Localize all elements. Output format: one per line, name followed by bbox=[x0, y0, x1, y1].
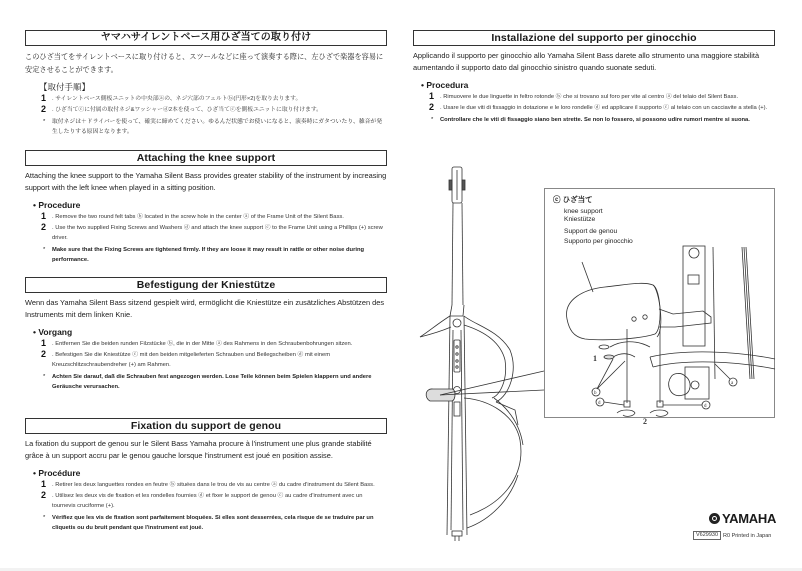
print-location: R0 Printed in Japan bbox=[723, 532, 772, 539]
callout-d-label: d bbox=[598, 401, 601, 406]
section-title-german: Befestigung der Kniestütze bbox=[25, 277, 387, 293]
step-text: . Remove the two round felt tabs ⓑ located in the screw hole in the center ⓐ of the Frame Unit of the Silent Bass. bbox=[52, 214, 344, 220]
step-text: . Retirer les deux languettes rondes en feutre ⓑ situées dans le trou de vis au centre ⓐ du cadre d'instrument du Silent Bass. bbox=[52, 482, 375, 488]
section-title-italian: Installazione del supporto per ginocchio bbox=[413, 30, 775, 46]
section-title-french: Fixation du support de genou bbox=[25, 418, 387, 434]
intro-english: Attaching the knee support to the Yamaha Silent Bass provides greater stability of the instrument by increasing support with the left knee when played in a sitting position. bbox=[25, 171, 387, 192]
intro-japanese: このひざ当てをサイレントベースに取り付けると、スツールなどに座って演奏する際に、左ひざで楽器を容易に安定させることができます。 bbox=[25, 52, 384, 74]
callout-b-label: b bbox=[594, 391, 597, 396]
asterisk-icon: * bbox=[43, 247, 46, 253]
note-text: Vérifiez que les vis de fixation sont parfaitement bloquées. Si elles sont desserrées, cela risque de se traduire par un cliquetis ou du bruit pendant que l'instrument est joué. bbox=[52, 515, 374, 531]
intro-german: Wenn das Yamaha Silent Bass sitzend gespielt wird, ermöglicht die Kniestütze ein zusätzliches Abstützen des Instruments mit dem linken Knie. bbox=[25, 298, 385, 319]
print-info bbox=[693, 531, 771, 540]
asterisk-icon: * bbox=[43, 119, 46, 125]
callout-a-label: a bbox=[731, 381, 734, 386]
procedure-title-french: • Procédure bbox=[33, 468, 81, 478]
step-number: 2 bbox=[41, 349, 47, 359]
detail-diagram-box bbox=[544, 188, 775, 426]
step-text: . Befestigen Sie die Kniestütze ⓒ mit den beiden mitgelieferten Schrauben und Beilegscheiben ⓓ mit einem Kreuzschlitzschraubendreher (+) am Rahmen. bbox=[52, 352, 331, 368]
step-marker-1: 1 bbox=[593, 354, 597, 363]
intro-italian: Applicando il supporto per ginocchio allo Yamaha Silent Bass darete allo strumento una maggiore stabilità aumentando il supporto dato dal ginocchio sinistro quando suonate seduti. bbox=[413, 51, 760, 72]
step-number: 2 bbox=[41, 222, 47, 232]
step-text: . Usare le due viti di fissaggio in dotazione e le loro rondelle ⓓ ed applicare il supporto ⓒ al telaio con un cacciavite a stella (+). bbox=[440, 105, 768, 111]
step-number: 1 bbox=[41, 338, 47, 348]
step-number: 2 bbox=[41, 490, 47, 500]
step-number: 1 bbox=[41, 93, 47, 103]
callout-d-label: d bbox=[704, 404, 707, 409]
intro-french: La fixation du support de genou sur le Silent Bass Yamaha procure à l'instrument une plus grande stabilité grâce à un support accru par le genou gauche lorsque l'instrument est joué en position assise. bbox=[25, 439, 372, 460]
step-number: 2 bbox=[429, 102, 435, 112]
part-label-jp: ひざ当て bbox=[562, 195, 593, 204]
step-marker-2: 2 bbox=[643, 417, 647, 426]
step-text: . ひざ当てⓒに付属の取付ネジ&ワッシャーⓓ2本を使って、ひざ当てⓒを側板ユニットに取り付けます。 bbox=[52, 107, 322, 113]
part-label-en: knee support bbox=[564, 208, 603, 215]
step-text: . Rimuovere le due linguette in feltro rotonde ⓑ che si trovano sul foro per vite al centro ⓐ del telaio del Silent Bass. bbox=[440, 94, 739, 100]
part-label-fr: Support de genou bbox=[564, 228, 618, 235]
asterisk-icon: * bbox=[43, 374, 46, 380]
note-text: Controllare che le viti di fissaggio siano ben strette. Se non lo fossero, si possono udire rumori mentre si suona. bbox=[440, 117, 750, 123]
brand-name: YAMAHA bbox=[722, 511, 777, 526]
step-text: . Use the two supplied Fixing Screws and Washers ⓓ and attach the knee support ⓒ to the Frame Unit using a Phillips (+) screw driver. bbox=[52, 225, 383, 241]
asterisk-icon: * bbox=[43, 515, 46, 521]
note-text: Make sure that the Fixing Screws are tightened firmly. If they are loose it may result in rattle or other noise during performance. bbox=[52, 247, 365, 263]
procedure-title-german: • Vorgang bbox=[33, 327, 73, 337]
procedure-title-english: • Procedure bbox=[33, 200, 81, 210]
procedure-title-italian: • Procedura bbox=[421, 80, 469, 90]
step-number: 2 bbox=[41, 104, 47, 114]
note-text: Achten Sie darauf, daß die Schrauben fest angezogen werden. Lose Teile können beim Spielen klappern und andere Geräusche verursachen. bbox=[52, 374, 372, 390]
step-number: 1 bbox=[429, 91, 435, 101]
section-title-japanese: ヤマハサイレントベース用ひざ当ての取り付け bbox=[25, 30, 387, 46]
section-title-english: Attaching the knee support bbox=[25, 150, 387, 166]
asterisk-icon: * bbox=[431, 117, 434, 123]
knee-support-exploded-diagram bbox=[545, 189, 774, 426]
yamaha-tuning-fork-logo-icon bbox=[709, 513, 720, 524]
step-text: . サイレントベース側板ユニットの中央部ⓐの、ネジ穴部のフェルトⓑ(円形×2)を取り去ります。 bbox=[52, 96, 302, 102]
part-label-de: Kniestütze bbox=[564, 216, 596, 223]
step-number: 1 bbox=[41, 479, 47, 489]
note-text: 取付ネジは＋ドライバーを使って、確実に締めてください。ゆるんだ状態でお使いになると、演奏時にガタついたり、雑音が発生したりする原因となります。 bbox=[52, 119, 383, 135]
part-label-it: Supporto per ginocchio bbox=[564, 238, 633, 245]
document-code: V629930 bbox=[693, 531, 721, 540]
step-text: . Utilisez les deux vis de fixation et les rondelles fournies ⓓ et fixer le support de genou ⓒ au cadre d'instrument avec un tournevis cruciforme (+). bbox=[52, 493, 363, 509]
yamaha-brand bbox=[709, 511, 776, 526]
callout-c-icon: ⓒ bbox=[553, 195, 561, 204]
procedure-title-japanese: 【取付手順】 bbox=[39, 82, 91, 92]
step-number: 1 bbox=[41, 211, 47, 221]
step-text: . Entfernen Sie die beiden runden Filzstücke ⓑ, die in der Mitte ⓐ des Rahmens in den Schraubenbohrungen sitzen. bbox=[52, 341, 353, 347]
